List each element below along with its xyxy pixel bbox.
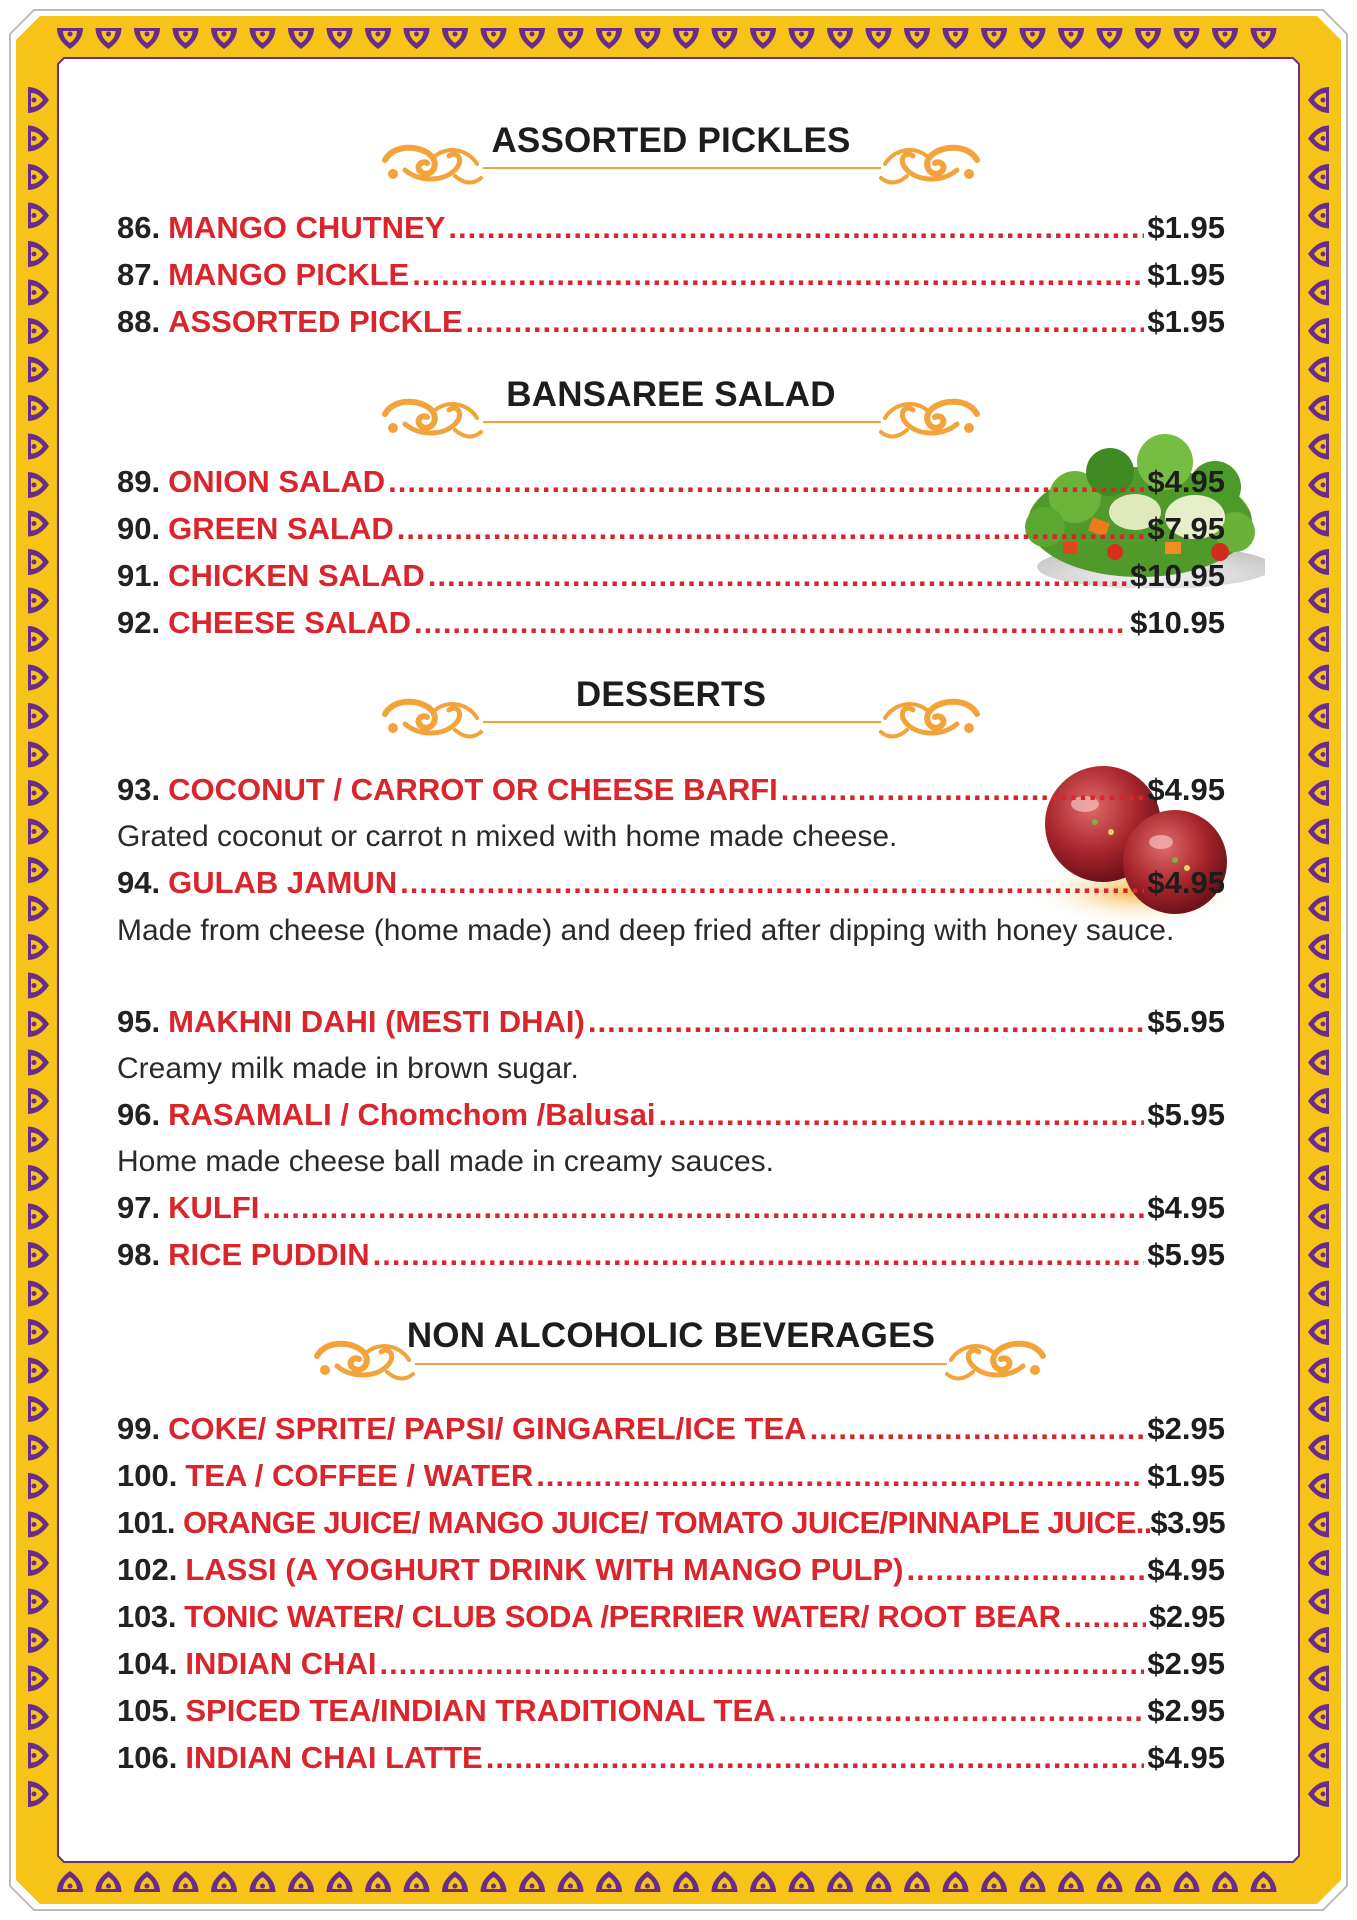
section-title-bansaree-salad: BANSAREE SALAD [506, 375, 836, 414]
menu-item [117, 1186, 1225, 1230]
dot-leader [388, 460, 1144, 504]
item-price: $4.95 [1147, 1190, 1225, 1225]
item-number: 102. [117, 1552, 178, 1587]
item-price: $1.95 [1147, 304, 1225, 339]
item-number: 105. [117, 1693, 178, 1728]
section-title-assorted-pickles: ASSORTED PICKLES [491, 121, 851, 160]
dot-leader [262, 1186, 1144, 1230]
menu-item [117, 300, 1225, 344]
dot-leader [1064, 1595, 1146, 1639]
section-title-desserts: DESSERTS [575, 675, 767, 714]
ornament-divider-wide [117, 1336, 1225, 1396]
item-price: $2.95 [1148, 1599, 1225, 1634]
item-price: $4.95 [1147, 772, 1225, 807]
item-name: MANGO PICKLE [168, 257, 410, 292]
item-number: 89. [117, 464, 161, 499]
item-name: GREEN SALAD [168, 511, 394, 546]
dot-leader [779, 1689, 1145, 1733]
dot-leader [907, 1548, 1145, 1592]
item-name: ASSORTED PICKLE [168, 304, 463, 339]
item-number: 93. [117, 772, 161, 807]
dot-leader [448, 206, 1144, 250]
item-price: $4.95 [1147, 1552, 1225, 1587]
item-number: 100. [117, 1458, 178, 1493]
menu-item [117, 1548, 1225, 1592]
item-price: $3.95 [1150, 1505, 1225, 1540]
item-price: $7.95 [1147, 511, 1225, 546]
menu-item [117, 460, 1225, 504]
section-title-non-alcoholic-beverages: NON ALCOHOLIC BEVERAGES [406, 1316, 936, 1355]
item-number: 94. [117, 865, 161, 900]
item-name: ONION SALAD [168, 464, 386, 499]
item-number: 97. [117, 1190, 161, 1225]
menu-item [117, 1595, 1225, 1639]
item-number: 92. [117, 605, 161, 640]
item-number: 91. [117, 558, 161, 593]
item-number: 98. [117, 1237, 161, 1272]
item-name: RICE PUDDIN [168, 1237, 370, 1272]
item-name: INDIAN CHAI [185, 1646, 377, 1681]
item-name: ORANGE JUICE/ MANGO JUICE/ TOMATO JUICE/PINNAPLE JUICE. [182, 1505, 1144, 1540]
item-number: 106. [117, 1740, 178, 1775]
item-name: MANGO CHUTNEY [168, 210, 446, 245]
item-number: 86. [117, 210, 161, 245]
item-name: TONIC WATER/ CLUB SODA /PERRIER WATER/ ROOT BEAR [184, 1599, 1061, 1634]
item-description: Home made cheese ball made in creamy sauces. [117, 1145, 774, 1178]
dot-leader [588, 1000, 1145, 1044]
menu-item [117, 1407, 1225, 1451]
menu-item [117, 1642, 1225, 1686]
dot-leader [412, 253, 1144, 297]
menu-item [117, 601, 1225, 645]
item-price: $1.95 [1147, 210, 1225, 245]
item-price: $1.95 [1147, 1458, 1225, 1493]
item-price: $5.95 [1147, 1237, 1225, 1272]
item-name: LASSI (A YOGHURT DRINK WITH MANGO PULP) [185, 1552, 904, 1587]
item-price: $4.95 [1147, 1740, 1225, 1775]
item-name: TEA / COFFEE / WATER [185, 1458, 534, 1493]
item-price: $2.95 [1147, 1693, 1225, 1728]
item-name: SPICED TEA/INDIAN TRADITIONAL TEA [185, 1693, 776, 1728]
dot-leader [428, 554, 1127, 598]
item-price: $4.95 [1147, 464, 1225, 499]
item-price: $4.95 [1147, 865, 1225, 900]
item-name: GULAB JAMUN [168, 865, 398, 900]
item-name: CHICKEN SALAD [168, 558, 425, 593]
dot-leader [414, 601, 1127, 645]
menu-item [117, 206, 1225, 250]
menu-item [117, 1736, 1225, 1780]
item-name: KULFI [168, 1190, 260, 1225]
item-name: COCONUT / CARROT OR CHEESE BARFI [168, 772, 778, 807]
item-name: MAKHNI DAHI (MESTI DHAI) [168, 1004, 585, 1039]
item-name: RASAMALI / Chomchom /Balusai [168, 1097, 656, 1132]
item-number: 87. [117, 257, 161, 292]
item-price: $1.95 [1147, 257, 1225, 292]
dot-leader [397, 507, 1145, 551]
ornament-divider [117, 140, 1225, 200]
item-number: 95. [117, 1004, 161, 1039]
item-price: $2.95 [1147, 1411, 1225, 1446]
menu-item [117, 861, 1225, 905]
item-price: $5.95 [1147, 1097, 1225, 1132]
dot-leader [781, 768, 1145, 812]
item-description: Made from cheese (home made) and deep fried after dipping with honey sauce. [117, 914, 1175, 947]
item-number: 90. [117, 511, 161, 546]
dot-leader [486, 1736, 1145, 1780]
item-name: COKE/ SPRITE/ PAPSI/ GINGAREL/ICE TEA [168, 1411, 807, 1446]
menu-item [117, 507, 1225, 551]
menu-item [117, 1454, 1225, 1498]
menu-item [117, 554, 1225, 598]
item-description: Grated coconut or carrot n mixed with home made cheese. [117, 820, 898, 853]
dot-leader [659, 1093, 1145, 1137]
menu-item [117, 253, 1225, 297]
menu-item [117, 1233, 1225, 1277]
item-price: $5.95 [1147, 1004, 1225, 1039]
menu-item [117, 1689, 1225, 1733]
dot-leader [1144, 1501, 1151, 1545]
menu-item [117, 768, 1225, 812]
dot-leader [536, 1454, 1144, 1498]
item-price: $10.95 [1130, 605, 1225, 640]
item-description: Creamy milk made in brown sugar. [117, 1052, 579, 1085]
item-name: CHEESE SALAD [168, 605, 411, 640]
dot-leader [380, 1642, 1145, 1686]
item-number: 96. [117, 1097, 161, 1132]
dot-leader [373, 1233, 1145, 1277]
item-number: 99. [117, 1411, 161, 1446]
item-number: 103. [117, 1599, 177, 1634]
menu-item [117, 1093, 1225, 1137]
item-price: $2.95 [1147, 1646, 1225, 1681]
item-number: 101. [117, 1505, 175, 1540]
dot-leader [810, 1407, 1145, 1451]
item-name: INDIAN CHAI LATTE [185, 1740, 483, 1775]
dot-leader [400, 861, 1144, 905]
menu-item [117, 1000, 1225, 1044]
item-number: 88. [117, 304, 161, 339]
item-number: 104. [117, 1646, 178, 1681]
item-price: $10.95 [1130, 558, 1225, 593]
menu-item [117, 1501, 1225, 1545]
dot-leader [466, 300, 1145, 344]
